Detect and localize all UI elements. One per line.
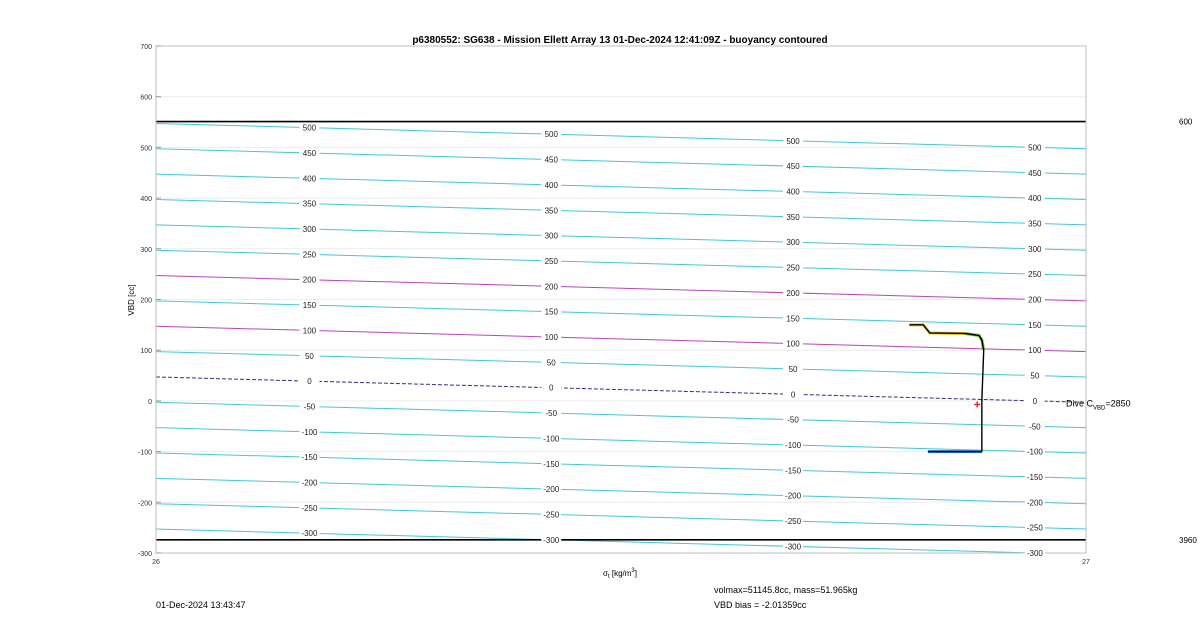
contour-label: 250 [1028,270,1042,280]
contour-label: 350 [302,199,317,209]
contour-label: -200 [785,491,802,501]
contour-label: 450 [544,155,558,165]
contour-label: 150 [302,301,317,311]
contour-labels [299,123,1130,558]
y-tick-label: 300 [140,246,152,254]
contour-label: -100 [1026,447,1043,457]
contour-label: -300 [543,535,560,545]
y-tick-label: 100 [140,348,152,356]
contour-label: 250 [302,250,317,260]
chart-title: p6380552: SG638 - Mission Ellett Array 13 01-Dec-2024 12:41:09Z - buoyancy contoured [412,35,828,46]
contour-line--300 [156,529,1035,553]
x-tick-label: 26 [152,559,160,566]
x-axis-label-subscript: t [607,574,610,580]
buoyancy-contours [156,123,1086,553]
contour-label: 300 [786,238,800,248]
x-axis-label-unit: [kg/m [609,569,632,578]
contour-label: 50 [788,364,798,374]
contour-label: -100 [543,434,560,444]
contour-line--50 [156,402,1086,427]
contour-line-100 [156,326,1086,351]
contour-label: -250 [785,517,802,527]
contour-label: -250 [1026,523,1043,533]
contour-label: -200 [543,485,560,495]
drive-label-sub: VBD [1093,405,1106,412]
contour-label: -150 [1026,472,1043,482]
contour-label: 200 [1028,295,1042,305]
contour-line-250 [156,250,1086,275]
y-tick-label: 0 [148,398,152,406]
contour-label: -250 [301,503,318,513]
contour-label: 200 [786,288,800,298]
contour-label: -50 [1029,422,1041,432]
dive-trace-line [909,325,983,452]
contour-label: -50 [303,402,316,412]
contour-label: -150 [785,466,802,476]
vbd-bias-text: VBD bias = -2.01359cc [714,600,807,610]
climb-segment-green [965,333,984,350]
contour-label: 200 [302,275,317,285]
y-tick-label: -100 [137,449,152,457]
contour-label: -100 [301,427,318,437]
x-axis-label [603,568,637,580]
contour-line-500 [156,123,1086,148]
contour-label: 500 [1028,143,1042,153]
contour-label: 450 [1028,168,1042,178]
contour-label: 250 [786,263,800,273]
contour-label: 500 [544,130,558,140]
y-tick-label: 700 [140,44,152,51]
contour-label: 100 [1028,346,1042,356]
contour-label: 300 [302,225,317,235]
contour-label: 100 [544,333,558,343]
contour-label: -300 [1026,549,1043,558]
x-axis-label-sigma: σ [603,569,608,578]
dive-trace [909,325,983,452]
contour-label: -200 [1026,498,1043,508]
limit-line-label: 600 [1179,117,1193,127]
contour-label: 150 [544,307,558,317]
contour-line-0 [156,377,1086,402]
contour-label: -100 [785,441,802,451]
y-tick-label: -300 [137,551,152,558]
contour-label: 350 [1028,219,1042,229]
contour-label: 250 [544,256,558,266]
contour-label: 200 [544,282,558,292]
drive-label-main: Dive C [1066,398,1094,409]
contour-label: -150 [301,453,318,463]
contour-line--150 [156,453,1086,478]
contour-label: 150 [786,314,800,324]
contour-line--200 [156,478,1086,503]
contour-line-150 [156,301,1086,326]
contour-label: 450 [786,162,800,172]
x-tick-label: 27 [1082,559,1090,566]
contour-line-200 [156,276,1086,301]
contour-line--100 [156,428,1086,453]
y-tick-label: 400 [140,196,152,204]
contour-label: -50 [787,415,799,425]
contour-label: -150 [543,459,560,469]
contour-label: -300 [301,529,318,539]
timestamp: 01-Dec-2024 13:43:47 [156,600,246,610]
contour-label: 100 [786,339,800,349]
contour-label: 50 [1030,371,1040,381]
contour-label: -50 [545,409,558,419]
contour-label: -300 [785,542,802,552]
contour-label: 50 [304,351,314,361]
contour-label: 0 [307,377,312,387]
contour-line-300 [156,225,1086,250]
contour-line-450 [156,149,1086,174]
contour-label: 300 [544,231,558,241]
y-tick-label: -200 [137,500,152,508]
contour-line-50 [156,352,1086,377]
y-tick-label: 600 [140,94,152,102]
contour-label: 500 [302,123,317,133]
y-tick-label: 200 [140,297,152,305]
contour-label: 50 [546,358,556,368]
contour-line--250 [156,504,1086,529]
contour-label: 0 [1032,396,1038,406]
drive-cvbd-label [1066,398,1131,411]
y-axis-label: VBD [cc] [127,284,136,316]
contour-label: 100 [302,326,317,336]
volmax-text: volmax=51145.8cc, mass=51.965kg [714,585,858,595]
contour-label: 0 [790,390,796,400]
contour-label: 450 [302,148,317,158]
contour-label: 0 [549,383,554,393]
contour-label: 350 [786,212,800,222]
drive-label-tail: =2850 [1105,398,1131,409]
x-axis-label-unit-close: ] [634,569,637,578]
contour-line-350 [156,199,1086,224]
y-tick-label: 500 [140,145,152,153]
contour-label: 300 [1028,244,1042,254]
contour-label: 400 [1028,194,1042,204]
climb-segment-yellow [909,325,965,334]
contour-label: 150 [1028,320,1042,330]
contour-label: 400 [544,180,558,190]
contour-label: 400 [786,187,800,197]
contour-label: 400 [302,174,317,184]
contour-label: -250 [543,510,560,520]
contour-line-400 [156,174,1086,199]
x-axis-label-unit-superscript: 3 [631,568,635,574]
contour-label: 350 [544,206,558,216]
contour-label: -200 [301,478,318,488]
limit-line-label: 3960 [1179,535,1197,545]
contour-label: 500 [786,136,800,146]
